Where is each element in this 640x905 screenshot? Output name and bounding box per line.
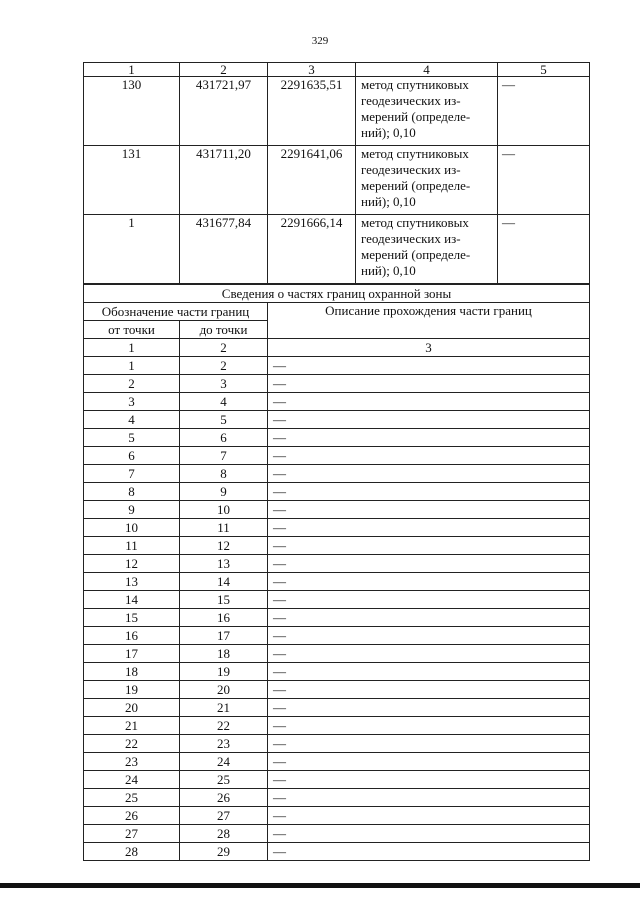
boundary-description: — <box>268 735 590 753</box>
boundary-description: — <box>268 699 590 717</box>
to-point: 11 <box>180 519 268 537</box>
from-point: 3 <box>84 393 180 411</box>
boundary-description: — <box>268 753 590 771</box>
to-point: 7 <box>180 447 268 465</box>
table-row <box>84 699 590 717</box>
table-row <box>84 555 590 573</box>
from-point: 1 <box>84 357 180 375</box>
to-point: 19 <box>180 663 268 681</box>
from-point: 21 <box>84 717 180 735</box>
to-point: 16 <box>180 609 268 627</box>
boundary-description: — <box>268 411 590 429</box>
from-point: 20 <box>84 699 180 717</box>
point-number: 1 <box>84 215 180 284</box>
page-number: 329 <box>311 35 329 47</box>
boundary-description: — <box>268 627 590 645</box>
from-point: 24 <box>84 771 180 789</box>
from-point: 26 <box>84 807 180 825</box>
point-number: 131 <box>84 146 180 215</box>
from-point: 6 <box>84 447 180 465</box>
from-header: от точки <box>84 321 180 339</box>
method-description: метод спутниковых геодезических из- мерений (определе- ний); 0,10 <box>356 146 498 215</box>
boundary-description: — <box>268 429 590 447</box>
to-point: 14 <box>180 573 268 591</box>
to-point: 5 <box>180 411 268 429</box>
boundary-description: — <box>268 375 590 393</box>
from-point: 7 <box>84 465 180 483</box>
table-row <box>84 717 590 735</box>
dash-cell: — <box>498 77 590 146</box>
point-number: 130 <box>84 77 180 146</box>
to-point: 9 <box>180 483 268 501</box>
to-point: 12 <box>180 537 268 555</box>
from-point: 19 <box>84 681 180 699</box>
table-row <box>84 591 590 609</box>
from-point: 10 <box>84 519 180 537</box>
to-point: 3 <box>180 375 268 393</box>
table-row <box>84 411 590 429</box>
to-point: 13 <box>180 555 268 573</box>
from-point: 13 <box>84 573 180 591</box>
col-number: 1 <box>84 339 180 357</box>
to-point: 21 <box>180 699 268 717</box>
dash-cell: — <box>498 215 590 284</box>
boundary-description: — <box>268 663 590 681</box>
table-row <box>84 807 590 825</box>
table-row <box>84 681 590 699</box>
boundary-description: — <box>268 609 590 627</box>
from-point: 2 <box>84 375 180 393</box>
coord-x: 431711,20 <box>180 146 268 215</box>
col-number: 4 <box>356 63 498 77</box>
to-point: 6 <box>180 429 268 447</box>
table-row <box>84 537 590 555</box>
table-row <box>84 375 590 393</box>
coord-x: 431677,84 <box>180 215 268 284</box>
coord-y: 2291666,14 <box>268 215 356 284</box>
coordinates-table <box>83 62 590 284</box>
col-number: 5 <box>498 63 590 77</box>
from-point: 12 <box>84 555 180 573</box>
from-point: 5 <box>84 429 180 447</box>
designation-header: Обозначение части границ <box>84 303 268 321</box>
table-row <box>84 215 590 284</box>
table-row <box>84 465 590 483</box>
boundary-description: — <box>268 483 590 501</box>
from-point: 17 <box>84 645 180 663</box>
from-point: 28 <box>84 843 180 861</box>
from-point: 11 <box>84 537 180 555</box>
table-row <box>84 663 590 681</box>
coord-x: 431721,97 <box>180 77 268 146</box>
table-row <box>84 483 590 501</box>
table-row <box>84 429 590 447</box>
boundary-description: — <box>268 843 590 861</box>
method-description: метод спутниковых геодезических из- мерений (определе- ний); 0,10 <box>356 215 498 284</box>
table-row <box>84 77 590 146</box>
to-point: 23 <box>180 735 268 753</box>
table-row <box>84 735 590 753</box>
col-number: 3 <box>268 339 590 357</box>
table-row <box>84 501 590 519</box>
boundary-description: — <box>268 393 590 411</box>
from-point: 23 <box>84 753 180 771</box>
coord-y: 2291641,06 <box>268 146 356 215</box>
to-point: 24 <box>180 753 268 771</box>
boundary-description: — <box>268 825 590 843</box>
boundary-parts-table <box>83 284 590 861</box>
to-point: 18 <box>180 645 268 663</box>
to-point: 26 <box>180 789 268 807</box>
table-row <box>84 447 590 465</box>
boundary-description: — <box>268 447 590 465</box>
from-point: 15 <box>84 609 180 627</box>
boundary-description: — <box>268 573 590 591</box>
to-point: 2 <box>180 357 268 375</box>
from-point: 14 <box>84 591 180 609</box>
boundary-description: — <box>268 717 590 735</box>
table-row <box>84 789 590 807</box>
table-row <box>84 146 590 215</box>
from-point: 27 <box>84 825 180 843</box>
from-point: 8 <box>84 483 180 501</box>
description-header: Описание прохождения части границ <box>268 303 590 339</box>
to-header: до точки <box>180 321 268 339</box>
from-point: 16 <box>84 627 180 645</box>
boundary-description: — <box>268 357 590 375</box>
table-row <box>84 645 590 663</box>
table-row <box>84 771 590 789</box>
boundary-description: — <box>268 645 590 663</box>
column-numbers-row <box>84 339 590 357</box>
dash-cell: — <box>498 146 590 215</box>
to-point: 17 <box>180 627 268 645</box>
from-point: 9 <box>84 501 180 519</box>
col-number: 2 <box>180 63 268 77</box>
col-number: 1 <box>84 63 180 77</box>
to-point: 20 <box>180 681 268 699</box>
coord-y: 2291635,51 <box>268 77 356 146</box>
boundary-description: — <box>268 465 590 483</box>
to-point: 8 <box>180 465 268 483</box>
table-row <box>84 825 590 843</box>
table-row <box>84 843 590 861</box>
col-number: 2 <box>180 339 268 357</box>
from-point: 4 <box>84 411 180 429</box>
to-point: 28 <box>180 825 268 843</box>
table-row <box>84 519 590 537</box>
boundary-description: — <box>268 519 590 537</box>
from-point: 18 <box>84 663 180 681</box>
boundary-description: — <box>268 681 590 699</box>
from-point: 25 <box>84 789 180 807</box>
header-row <box>84 303 590 321</box>
boundary-description: — <box>268 555 590 573</box>
method-description: метод спутниковых геодезических из- мерений (определе- ний); 0,10 <box>356 77 498 146</box>
to-point: 22 <box>180 717 268 735</box>
column-numbers-row <box>84 63 590 77</box>
to-point: 10 <box>180 501 268 519</box>
table-row <box>84 753 590 771</box>
table-row <box>84 357 590 375</box>
footer-rule <box>0 883 640 888</box>
section-title-row <box>84 285 590 303</box>
to-point: 27 <box>180 807 268 825</box>
boundary-description: — <box>268 789 590 807</box>
to-point: 25 <box>180 771 268 789</box>
to-point: 4 <box>180 393 268 411</box>
boundary-description: — <box>268 771 590 789</box>
table-row <box>84 627 590 645</box>
boundary-description: — <box>268 501 590 519</box>
boundary-description: — <box>268 591 590 609</box>
table-row <box>84 393 590 411</box>
from-point: 22 <box>84 735 180 753</box>
boundary-description: — <box>268 537 590 555</box>
table-row <box>84 609 590 627</box>
to-point: 29 <box>180 843 268 861</box>
table-row <box>84 573 590 591</box>
boundary-description: — <box>268 807 590 825</box>
col-number: 3 <box>268 63 356 77</box>
to-point: 15 <box>180 591 268 609</box>
section-title: Сведения о частях границ охранной зоны <box>84 285 590 303</box>
